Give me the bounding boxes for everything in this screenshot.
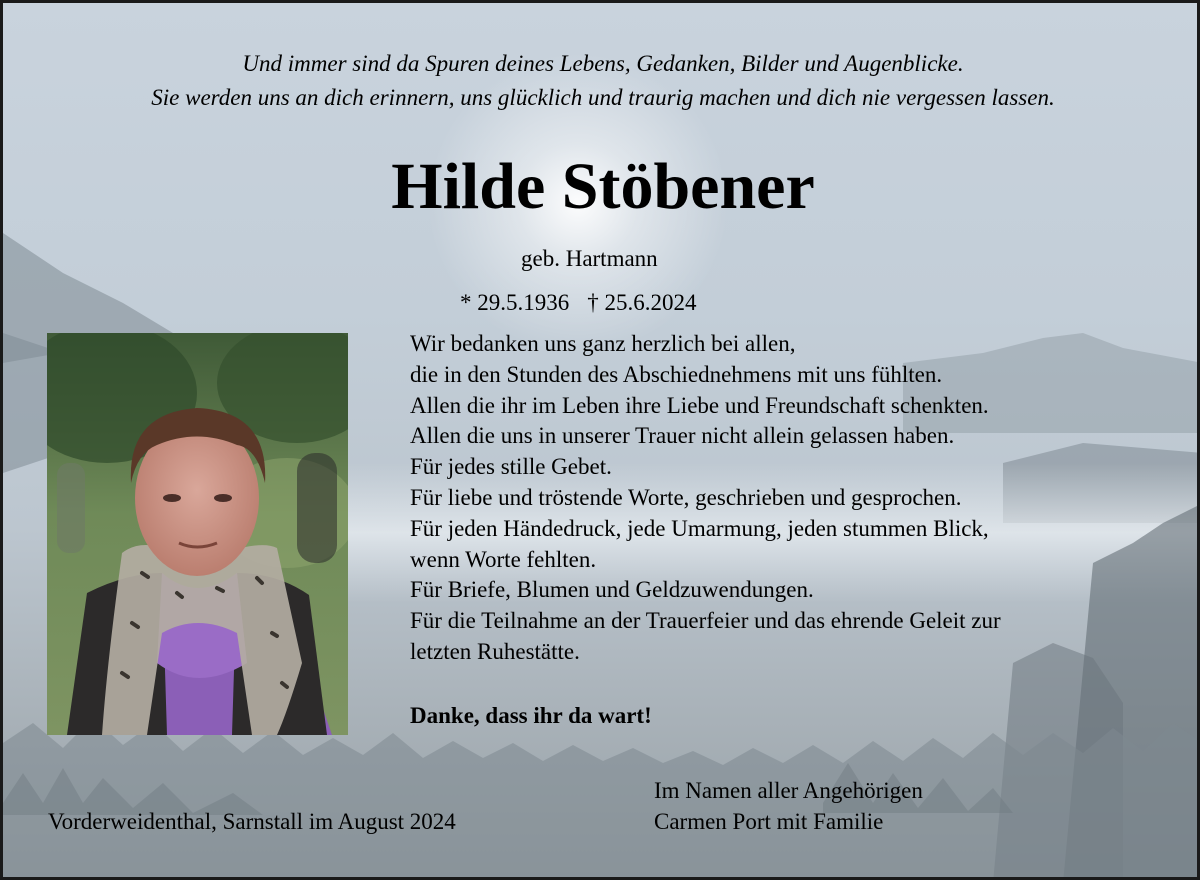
- signature-line-2: Carmen Port mit Familie: [654, 809, 884, 834]
- death-date: † 25.6.2024: [587, 290, 697, 315]
- place-and-date: Vorderweidenthal, Sarnstall im August 2024: [48, 809, 456, 834]
- closing-line: Danke, dass ihr da wart!: [410, 703, 652, 728]
- deceased-name: Hilde Stöbener: [391, 150, 815, 223]
- thanks-line: Allen die uns in unserer Trauer nicht allein gelassen haben.: [410, 423, 955, 449]
- maiden-name: geb. Hartmann: [521, 246, 658, 271]
- memorial-quote: [3, 47, 1200, 115]
- birth-date: * 29.5.1936: [460, 290, 570, 315]
- thanks-text: [410, 329, 1190, 668]
- thanks-line: Für jeden Händedruck, jede Umarmung, jeden stummen Blick,: [410, 515, 989, 541]
- thanks-line: Für liebe und tröstende Worte, geschrieben und gesprochen.: [410, 484, 962, 510]
- signature-line-1: Im Namen aller Angehörigen: [654, 778, 923, 803]
- thanks-line: Für Briefe, Blumen und Geldzuwendungen.: [410, 577, 814, 603]
- thanks-line: die in den Stunden des Abschiednehmens mit uns fühlten.: [410, 361, 943, 387]
- signature-block: [654, 775, 923, 837]
- thanks-line: Allen die ihr im Leben ihre Liebe und Freundschaft schenkten.: [410, 392, 989, 418]
- thanks-line: Für die Teilnahme an der Trauerfeier und das ehrende Geleit zur: [410, 608, 1001, 634]
- thanks-line: Für jedes stille Gebet.: [410, 454, 612, 480]
- thanks-line: wenn Worte fehlten.: [410, 546, 597, 572]
- quote-line-1: Und immer sind da Spuren deines Lebens, Gedanken, Bilder und Augenblicke.: [242, 51, 964, 76]
- portrait-photo: [47, 333, 348, 735]
- quote-line-2: Sie werden uns an dich erinnern, uns glücklich und traurig machen und dich nie vergessen lassen.: [151, 85, 1055, 110]
- thanks-line: letzten Ruhestätte.: [410, 638, 580, 664]
- life-dates: [460, 289, 715, 317]
- thanks-line: Wir bedanken uns ganz herzlich bei allen,: [410, 331, 796, 356]
